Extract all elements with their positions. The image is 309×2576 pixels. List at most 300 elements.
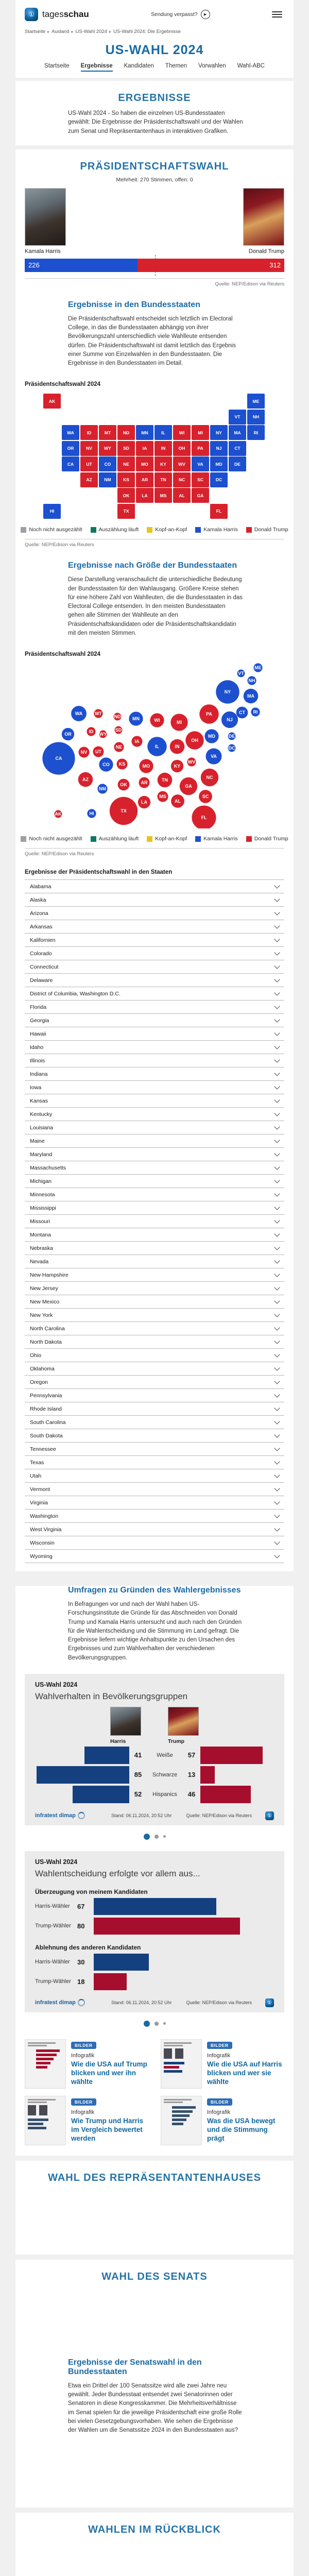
state-tile-GA[interactable]: GA [192, 488, 209, 503]
sendung-verpasst-label: Sendung verpasst? [151, 11, 198, 18]
chevron-down-icon [274, 976, 280, 982]
teaser-title[interactable]: Wie die USA auf Trump blicken und wer ihn wählte [71, 2060, 147, 2086]
state-tile-CA[interactable]: CA [62, 456, 79, 471]
state-tile-ME[interactable]: ME [247, 394, 265, 409]
state-row[interactable] [25, 946, 284, 960]
state-bubble-label: OH [191, 738, 198, 743]
state-row[interactable] [25, 1107, 284, 1121]
thumb-photo [164, 2048, 172, 2059]
harris-bar [73, 1786, 129, 1803]
chevron-down-icon [274, 1552, 280, 1558]
us-states-map[interactable] [43, 394, 266, 519]
state-row[interactable] [25, 906, 284, 920]
us-states-cartogram[interactable] [25, 660, 285, 828]
chart1-footer [35, 1811, 274, 1820]
state-tile-NH[interactable]: NH [247, 410, 265, 425]
tab-startseite[interactable]: Startseite [44, 63, 70, 69]
state-tile-NE[interactable]: NE [117, 456, 135, 471]
state-row-label: Kansas [30, 1097, 48, 1104]
source-line: Quelle: NEP/Edison via Reuters [25, 278, 284, 287]
state-row[interactable] [25, 1321, 284, 1335]
carousel-dots[interactable] [15, 1834, 294, 1840]
state-row[interactable] [25, 1295, 284, 1308]
state-row[interactable] [25, 1121, 284, 1134]
state-row[interactable] [25, 1348, 284, 1362]
tab-ergebnisse[interactable]: Ergebnisse [81, 63, 113, 72]
state-row-label: Connecticut [30, 963, 59, 970]
state-tile-FL[interactable]: FL [210, 504, 228, 519]
state-tile-TN[interactable]: TN [154, 472, 172, 487]
tagesschau-logo[interactable] [25, 8, 89, 21]
state-tile-TX[interactable]: TX [117, 504, 135, 519]
state-row[interactable] [25, 1013, 284, 1027]
chart1-rows [35, 1747, 274, 1803]
chevron-down-icon [274, 1164, 280, 1170]
state-tile-NJ[interactable]: NJ [210, 441, 228, 456]
thumb-photo [39, 2105, 47, 2115]
state-bubble-label: WV [187, 759, 195, 765]
thumb-photos [164, 2048, 199, 2059]
state-row-label: Montana [30, 1231, 51, 1238]
state-tile-IA[interactable]: IA [136, 441, 153, 456]
state-tile-AR[interactable]: AR [136, 472, 153, 487]
state-bubble-label: NY [224, 689, 231, 694]
chart2-row [35, 1918, 274, 1935]
state-bubble-label: OK [119, 782, 127, 787]
state-row-label: Minnesota [30, 1191, 55, 1198]
state-row-label: Illinois [30, 1057, 45, 1064]
sendung-verpasst-link[interactable] [151, 10, 210, 19]
state-row[interactable] [25, 1067, 284, 1080]
harris-bar [94, 1898, 216, 1915]
bilder-badge: BILDER [71, 2098, 96, 2106]
state-tile-WA[interactable]: WA [62, 425, 79, 440]
legend-label: Kamala Harris [203, 527, 238, 533]
breadcrumb-separator: ▸ [47, 29, 50, 34]
state-tile-AK[interactable]: AK [43, 394, 61, 409]
state-tile-VT[interactable]: VT [229, 410, 246, 425]
state-row-label: Maryland [30, 1151, 53, 1158]
state-bubble-label: NM [98, 786, 106, 791]
teaser-title[interactable]: Wie Trump und Harris im Vergleich bewertet werden [71, 2116, 144, 2142]
state-bubble-label: OR [64, 732, 72, 737]
state-row-label: Indiana [30, 1071, 48, 1077]
state-tile-NM[interactable]: NM [99, 472, 116, 487]
state-row[interactable] [25, 1188, 284, 1201]
thumb-bar [164, 2062, 184, 2064]
section-title-praesidentschaftswahl: PRÄSIDENTSCHAFTSWAHL [80, 160, 229, 172]
chevron-down-icon [274, 950, 280, 955]
state-row[interactable] [25, 1482, 284, 1496]
thumb-bar [28, 2123, 43, 2125]
state-row[interactable] [25, 1362, 284, 1375]
state-bubble-label: MS [159, 794, 166, 799]
state-row-label: Texas [30, 1459, 44, 1466]
state-bubble-label: TX [120, 808, 127, 814]
state-row-label: West Virginia [30, 1526, 62, 1533]
chart2-row-label: Trump-Wähler [35, 1923, 71, 1929]
breadcrumb-item[interactable]: US-Wahl 2024: Die Ergebnisse [113, 29, 181, 35]
tab-vorwahlen[interactable]: Vorwahlen [198, 63, 226, 69]
trump-value: 57 [187, 1751, 196, 1759]
state-tile-IL[interactable]: IL [154, 425, 172, 440]
state-tile-CT[interactable]: CT [229, 441, 246, 456]
state-row[interactable] [25, 1429, 284, 1442]
infratest-arc-icon [78, 1999, 85, 2006]
state-bubble-label: DC [228, 745, 235, 751]
group-label: Schwarze [152, 1771, 178, 1778]
state-tile-WY[interactable]: WY [99, 441, 116, 456]
state-row[interactable] [25, 1281, 284, 1295]
thumb-bar [28, 2119, 48, 2121]
chevron-down-icon [274, 1485, 280, 1491]
state-row[interactable] [25, 1040, 284, 1054]
breadcrumb [15, 26, 294, 36]
teaser-card[interactable] [161, 2039, 284, 2089]
thumb-bar [36, 2054, 57, 2056]
candidate-harris [25, 188, 66, 255]
chevron-down-icon [274, 963, 280, 969]
state-row[interactable] [25, 987, 284, 1000]
state-tile-WI[interactable]: WI [173, 425, 191, 440]
state-tile-LA[interactable]: LA [136, 488, 153, 503]
cartogram-legend-item [147, 836, 187, 842]
text-bundesstaaten: Die Präsidentschaftswahl entscheidet sich letztlich im Electoral College, in das die Bundesstaaten abhängig von ihrer Bevölkerungszahl unterschiedlich viele Wahlleute entsenden dürfen. Die Präsidentschaftswahl ist damit letztlich das Ergebnis einer Summe von Einzelwahlen in den Bundesstaaten. Die Ergebnisse in den Bundesstaaten im Detail. [68, 315, 236, 366]
state-bubble-label: FL [201, 815, 207, 820]
legend-swatch [21, 836, 26, 842]
state-bubble-label: HI [89, 811, 94, 816]
state-row[interactable] [25, 1335, 284, 1348]
tab-kandidaten[interactable]: Kandidaten [124, 63, 154, 69]
breadcrumb-item[interactable]: Ausland [52, 29, 70, 35]
section-ergebnisse [15, 81, 294, 145]
state-row-label: New York [30, 1312, 53, 1318]
state-row[interactable] [25, 1201, 284, 1214]
state-tile-AL[interactable]: AL [173, 488, 191, 503]
teaser-card[interactable] [161, 2096, 284, 2145]
chevron-down-icon [274, 1284, 280, 1290]
subheading-bundesstaaten: Ergebnisse in den Bundesstaaten [68, 300, 200, 309]
chart2-row-value: 30 [77, 1958, 85, 1966]
chevron-down-icon [274, 896, 280, 902]
carousel-dot[interactable] [144, 1834, 150, 1840]
chart-wahlverhalten [25, 1674, 284, 1825]
harris-bar [37, 1766, 129, 1784]
chevron-down-icon [274, 1271, 280, 1277]
state-bubble-label: KS [118, 761, 125, 767]
carousel-dot[interactable] [154, 1835, 159, 1839]
chart2-row-value: 18 [77, 1977, 85, 1986]
state-tile-AZ[interactable]: AZ [80, 472, 98, 487]
state-row-label: Arizona [30, 910, 48, 917]
text-groesse: Diese Darstellung veranschaulicht die unterschiedliche Bedeutung der Bundesstaaten für den Wahlausgang. Größere Kreise stehen für eine höhere Zahl von Wahlleuten, die die Bundesstaaten in das Electoral College entsenden. In den meisten Bundesstaaten gehen alle Stimmen der Wahlleute an den Präsidentschaftskandidaten oder die Präsidentschaftskandidatin mit den meisten Stimmen. [68, 577, 243, 636]
trump-photo-small [168, 1707, 199, 1736]
breadcrumb-item[interactable]: Startseite [25, 29, 46, 35]
state-row[interactable] [25, 1442, 284, 1455]
state-row[interactable] [25, 1161, 284, 1174]
state-bubble-label: MA [247, 693, 254, 699]
teaser-thumbnail [161, 2096, 202, 2145]
chevron-down-icon [274, 1030, 280, 1036]
state-row[interactable] [25, 960, 284, 973]
state-row[interactable] [25, 1255, 284, 1268]
breadcrumb-separator: ▸ [109, 29, 111, 34]
state-tile-KS[interactable]: KS [117, 472, 135, 487]
bilder-badge: BILDER [71, 2042, 96, 2049]
state-tile-KY[interactable]: KY [154, 456, 172, 471]
state-row-label: Alaska [30, 896, 46, 903]
chevron-down-icon [274, 1539, 280, 1545]
state-tile-OH[interactable]: OH [173, 441, 191, 456]
teaser-card[interactable] [25, 2039, 148, 2089]
harris-photo [25, 188, 66, 246]
chart2-row [35, 1954, 274, 1971]
state-tile-RI[interactable]: RI [247, 425, 265, 440]
chart2-group-label: Überzeugung von meinem Kandidaten [35, 1888, 148, 1895]
state-row[interactable] [25, 1214, 284, 1228]
legend-swatch [21, 527, 26, 533]
state-bubble-label: NH [248, 678, 255, 683]
state-tile-PA[interactable]: PA [192, 441, 209, 456]
state-tile-MN[interactable]: MN [136, 425, 153, 440]
state-row[interactable] [25, 1134, 284, 1147]
teaser-title[interactable]: Was die USA bewegt und die Stimmung prägt [207, 2116, 276, 2142]
trump-bar [200, 1766, 215, 1784]
chevron-down-icon [274, 1392, 280, 1397]
state-row[interactable] [25, 1455, 284, 1469]
section-title-senat: WAHL DES SENATS [101, 2270, 208, 2282]
chart2-source: Quelle: NEP/Edison via Reuters [186, 2000, 252, 2006]
state-row-label: Idaho [30, 1044, 44, 1050]
state-row-label: North Dakota [30, 1338, 62, 1345]
chevron-down-icon [274, 1231, 280, 1236]
state-bubble-label: KY [174, 764, 180, 769]
state-tile-MT[interactable]: MT [99, 425, 116, 440]
chevron-down-icon [274, 1070, 280, 1076]
state-tile-MD[interactable]: MD [210, 456, 228, 471]
menu-icon[interactable] [272, 11, 282, 18]
section-title-rueckblick: WAHLEN IM RÜCKBLICK [88, 2523, 221, 2535]
state-bubble-label: MT [95, 711, 101, 716]
state-row-label: Maine [30, 1138, 45, 1144]
carousel-dot[interactable] [144, 2021, 150, 2027]
state-tile-OR[interactable]: OR [62, 441, 79, 456]
chevron-down-icon [274, 1351, 280, 1357]
state-tile-MI[interactable]: MI [192, 425, 209, 440]
state-row[interactable] [25, 893, 284, 906]
thumb-photo [28, 2105, 36, 2115]
thumb-bar [36, 2062, 50, 2064]
teaser-card[interactable] [25, 2096, 148, 2145]
chart2-row-label: Harris-Wähler [35, 1903, 70, 1910]
thumb-bar [28, 2127, 46, 2129]
trump-bar [200, 1786, 251, 1803]
trump-bar-zone [200, 1786, 274, 1803]
state-row[interactable] [25, 1402, 284, 1415]
harris-bar-zone [35, 1747, 129, 1764]
state-row[interactable] [25, 1174, 284, 1188]
state-row[interactable] [25, 1536, 284, 1549]
state-tile-UT[interactable]: UT [80, 456, 98, 471]
state-row-label: Hawaii [30, 1030, 46, 1037]
state-tile-SD[interactable]: SD [117, 441, 135, 456]
legend-swatch [147, 527, 152, 533]
state-row[interactable] [25, 1027, 284, 1040]
state-row[interactable] [25, 1469, 284, 1482]
state-tile-MA[interactable]: MA [229, 425, 246, 440]
chevron-down-icon [274, 1325, 280, 1330]
state-tile-NC[interactable]: NC [173, 472, 191, 487]
state-row[interactable] [25, 1509, 284, 1522]
thumb-photo [175, 2048, 183, 2059]
trump-bar [94, 1973, 127, 1990]
state-tile-DC[interactable]: DC [210, 472, 228, 487]
state-tile-MO[interactable]: MO [136, 456, 153, 471]
state-bubble-label: IN [175, 744, 179, 749]
state-tile-DE[interactable]: DE [229, 456, 246, 471]
state-row[interactable] [25, 1549, 284, 1563]
state-tile-ID[interactable]: ID [80, 425, 98, 440]
carousel-dots[interactable] [15, 2021, 294, 2027]
trump-bar [94, 1918, 240, 1935]
legend-swatch [91, 836, 96, 842]
state-row-label: Utah [30, 1472, 42, 1479]
section-umfragen [15, 1586, 294, 2156]
teaser-kicker: Infografik [207, 2109, 231, 2115]
state-row-label: Florida [30, 1004, 47, 1010]
top-bar [15, 0, 294, 26]
chevron-down-icon [274, 1526, 280, 1531]
state-row[interactable] [25, 973, 284, 987]
chart2-groups [35, 1888, 274, 1990]
chevron-down-icon [274, 1338, 280, 1344]
legend-label: Donald Trump [254, 836, 288, 842]
state-row-label: Iowa [30, 1084, 42, 1091]
teaser-title[interactable]: Wie die USA auf Harris blicken und wer sie wählte [207, 2060, 282, 2086]
state-tile-MS[interactable]: MS [154, 488, 172, 503]
state-bubble-label: AK [55, 811, 61, 817]
thumb-mini-bars [28, 2049, 63, 2069]
harris-votes-bar: 226 [25, 259, 138, 272]
carousel-dot[interactable] [163, 2022, 166, 2025]
thumb-bar [172, 2119, 186, 2121]
state-bubble-label: VT [237, 671, 244, 676]
state-tile-CO[interactable]: CO [99, 456, 116, 471]
chevron-down-icon [274, 1204, 280, 1210]
state-tile-SC[interactable]: SC [192, 472, 209, 487]
legend-label: Donald Trump [254, 527, 288, 533]
state-row[interactable] [25, 1000, 284, 1013]
state-row-label: South Dakota [30, 1432, 63, 1439]
trump-name: Donald Trump [248, 248, 284, 255]
state-row[interactable] [25, 1375, 284, 1388]
trump-bar [200, 1747, 263, 1764]
chevron-down-icon [274, 1083, 280, 1089]
chart1-row [35, 1747, 274, 1764]
state-bubble-label: AL [174, 799, 181, 804]
chevron-down-icon [274, 1016, 280, 1022]
state-bubble-label: CA [55, 756, 62, 761]
harris-bar-zone [35, 1786, 129, 1803]
state-tile-WV[interactable]: WV [173, 456, 191, 471]
group-label: Weiße [157, 1752, 173, 1758]
trump-value: 13 [187, 1771, 196, 1779]
tab-bar [15, 63, 294, 77]
state-row[interactable] [25, 1241, 284, 1255]
state-row[interactable] [25, 1268, 284, 1281]
thumb-bar [172, 2110, 193, 2113]
state-row[interactable] [25, 1147, 284, 1161]
state-row[interactable] [25, 1228, 284, 1241]
state-row-label: New Mexico [30, 1298, 60, 1305]
chart2-footer [35, 1998, 274, 2007]
chevron-down-icon [274, 990, 280, 995]
state-tile-NV[interactable]: NV [80, 441, 98, 456]
state-row-label: Ohio [30, 1352, 42, 1359]
state-row-label: Georgia [30, 1017, 49, 1024]
state-row[interactable] [25, 1094, 284, 1107]
state-tile-HI[interactable]: HI [43, 504, 61, 519]
state-row[interactable] [25, 1054, 284, 1067]
harris-value: 52 [134, 1790, 142, 1799]
page-title: US-WAHL 2024 [105, 43, 204, 57]
state-bubble-label: WA [75, 711, 82, 716]
bilder-badge: BILDER [207, 2098, 232, 2106]
state-row[interactable] [25, 1522, 284, 1536]
state-row[interactable] [25, 1388, 284, 1402]
chevron-down-icon [274, 1365, 280, 1370]
state-row[interactable] [25, 879, 284, 893]
carousel-dot[interactable] [163, 1835, 166, 1838]
legend-swatch [195, 836, 201, 842]
state-tile-NY[interactable]: NY [210, 425, 228, 440]
state-tile-ND[interactable]: ND [117, 425, 135, 440]
state-row[interactable] [25, 933, 284, 946]
cartogram-legend-item [21, 836, 82, 842]
thumb-line [28, 2099, 56, 2100]
state-row[interactable] [25, 1415, 284, 1429]
state-row[interactable] [25, 920, 284, 933]
state-tile-OK[interactable]: OK [117, 488, 135, 503]
state-tile-VA[interactable]: VA [192, 456, 209, 471]
teaser-body [207, 2039, 284, 2089]
thumb-bar [36, 2058, 54, 2060]
state-bubble-label: CO [102, 762, 110, 767]
chart-wahlentscheidung [25, 1851, 284, 2012]
thumb-line [164, 2045, 183, 2046]
brand-text: tagesschau [42, 9, 89, 19]
teaser-thumbnail [161, 2039, 202, 2089]
state-row-label: District of Columbia, Washington D.C. [30, 990, 121, 997]
tab-wahl-abc[interactable]: Wahl-ABC [237, 63, 265, 69]
teaser-thumbnail [25, 2039, 66, 2089]
state-row[interactable] [25, 1080, 284, 1094]
state-row-label: North Carolina [30, 1325, 65, 1332]
state-row[interactable] [25, 1496, 284, 1509]
state-row-label: Rhode Island [30, 1405, 62, 1412]
chevron-down-icon [274, 909, 280, 915]
breadcrumb-item[interactable]: US-Wahl 2024 [75, 29, 107, 35]
tab-themen[interactable]: Themen [165, 63, 187, 69]
thumb-mini-bars [28, 2119, 63, 2129]
state-row[interactable] [25, 1308, 284, 1321]
chevron-down-icon [274, 1445, 280, 1451]
thumb-line [164, 2102, 183, 2103]
chevron-down-icon [274, 1258, 280, 1263]
state-tile-IN[interactable]: IN [154, 441, 172, 456]
carousel-dot[interactable] [154, 2022, 159, 2026]
thumb-bar [164, 2070, 182, 2073]
